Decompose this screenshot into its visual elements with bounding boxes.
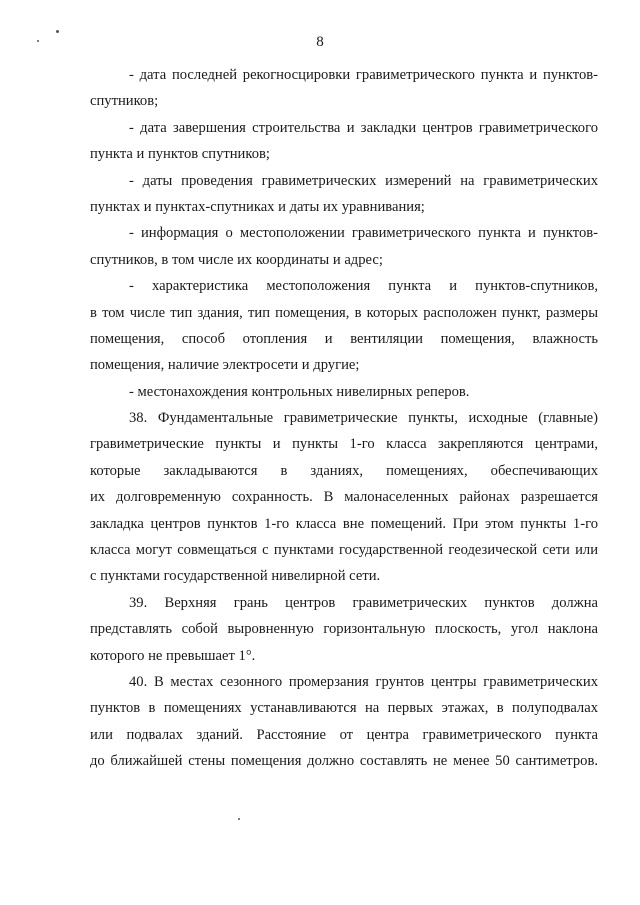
text-line: спутников; [90,93,159,110]
text-line: спутников, в том числе их координаты и адрес; [90,251,383,268]
text-line: помещения, наличие электросети и другие; [90,357,360,374]
text-line: гравиметрические пункты и пункты 1-го класса закрепляются центрами, [90,436,598,453]
text-line: - характеристика местоположения пункта и пунктов-спутников, [129,278,598,295]
text-line: до ближайшей стены помещения должно составлять не менее 50 сантиметров. [90,753,598,770]
text-line: или подвалах зданий. Расстояние от центра гравиметрического пункта [90,726,598,743]
text-line: пунктах и пунктах-спутниках и даты их уравнивания; [90,198,425,215]
text-line: помещения, способ отопления и вентиляции помещения, влажность [90,330,598,347]
scan-speck [238,818,240,820]
text-line: в том числе тип здания, тип помещения, в которых расположен пункт, размеры [90,304,598,321]
text-line: их долговременную сохранность. В малонаселенных районах разрешается [90,489,598,506]
text-line: 39. Верхняя грань центров гравиметрических пунктов должна [129,594,598,611]
text-line: - дата последней рекогносцировки гравиметрического пункта и пунктов- [129,67,598,83]
text-line: - даты проведения гравиметрических измерений на гравиметрических [129,172,598,189]
text-line: пунктов в помещениях устанавливаются на первых этажах, в полуподвалах [90,700,598,717]
text-line: с пунктами государственной нивелирной сети. [90,568,381,585]
text-line: которого не превышает 1°. [90,647,256,664]
text-line: 38. Фундаментальные гравиметрические пункты, исходные (главные) [129,410,598,427]
text-line: - дата завершения строительства и закладки центров гравиметрического [129,119,598,136]
document-body [90,62,598,775]
text-line: пункта и пунктов спутников; [90,146,270,163]
text-line: 40. В местах сезонного промерзания грунтов центры гравиметрических [129,673,598,690]
page-number: 8 [316,34,324,50]
text-line: которые закладываются в зданиях, помещениях, обеспечивающих [90,462,598,479]
text-line: закладка центров пунктов 1-го класса вне помещений. При этом пункты 1-го [90,515,598,532]
scan-speck [56,30,59,33]
text-line: класса могут совмещаться с пунктами государственной геодезической сети или [90,542,598,559]
text-line: - информация о местоположении гравиметрического пункта и пунктов- [129,225,598,242]
text-line: - местонахождения контрольных нивелирных реперов. [129,383,470,400]
text-line: представлять собой выровненную горизонтальную плоскость, угол наклона [90,621,598,638]
